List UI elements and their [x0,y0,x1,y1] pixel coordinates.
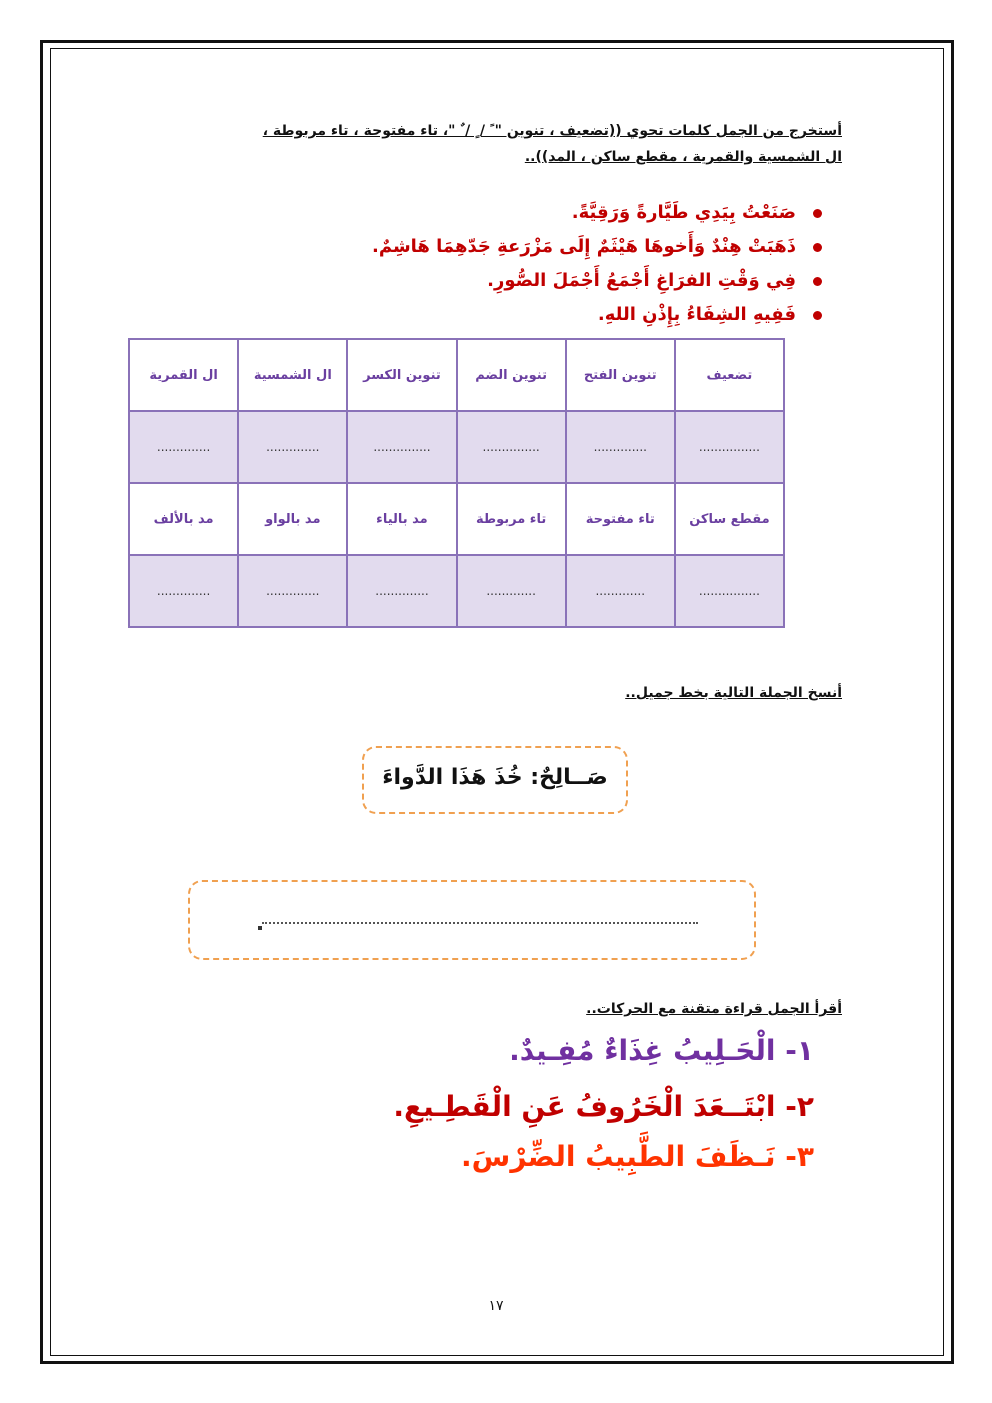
answer-cell[interactable]: .............. [129,411,238,483]
answer-cell[interactable]: ............. [457,555,566,627]
header-cell-tanween-fath: تنوين الفتح [566,339,675,411]
header-cell-tanween-damm: تنوين الضم [457,339,566,411]
line-start-dot [258,926,262,930]
page-number: ١٧ [488,1298,504,1314]
extract-instruction-line1: أستخرج من الجمل كلمات تحوي ((تضعيف ، تنوين " ً / ٍ / ٌ "، تاء مفتوحة ، تاء مربوطة ، [262,123,842,139]
sentence-item: ذَهَبَتْ هِنْدٌ وَأَخوهَا هَيْثَمٌ إِلَى مَزْرَعةِ جَدّهِمَا هَاشِمٌ. [222,230,822,264]
header-cell-madd-waw: مد بالواو [238,483,347,555]
read-instruction: أقرأ الجمل قراءة متقنة مع الحركات.. [586,1001,842,1017]
header-cell-al-shamsiya: ال الشمسية [238,339,347,411]
sentence-list [222,196,822,332]
sample-sentence-box [362,746,628,814]
header-cell-madd-alif: مد بالألف [129,483,238,555]
answer-cell[interactable]: ................ [675,555,784,627]
read-sentence-2: ٢- ابْتَــعَدَ الْخَرُوفُ عَنِ الْقَطِـيعِ. [393,1090,814,1123]
answer-cell[interactable]: .............. [238,411,347,483]
header-cell-tanween-kasr: تنوين الكسر [347,339,456,411]
bullet-icon [813,209,822,218]
bullet-icon [813,243,822,252]
header-cell-maqta-sakin: مقطع ساكن [675,483,784,555]
answer-cell[interactable]: ............... [457,411,566,483]
bullet-icon [813,311,822,320]
answer-cell[interactable]: .............. [129,555,238,627]
sentence-item: فِي وَقْتِ الفرَاغِ أَجْمَعُ أَجْمَلَ الصُّورِ. [222,264,822,298]
table-answer-row [129,411,784,483]
header-cell-taa-marbouta: تاء مربوطة [457,483,566,555]
table-header-row [129,483,784,555]
answer-cell[interactable]: ............. [566,555,675,627]
answer-cell[interactable]: .............. [238,555,347,627]
copy-instruction: أنسخ الجملة التالية بخط جميل.. [625,685,842,701]
sentence-item: فَفِيهِ الشِفَاءُ بِإِذْنِ اللهِ. [222,298,822,332]
header-cell-tashdeed: تضعيف [675,339,784,411]
header-cell-al-qamariya: ال القمرية [129,339,238,411]
read-sentence-3: ٣- نَـظَفَ الطَّبِيبُ الضِّرْسَ. [461,1140,814,1173]
extract-instruction [142,118,842,170]
answer-cell[interactable]: .............. [566,411,675,483]
answer-cell[interactable]: ................ [675,411,784,483]
classification-table [128,338,785,628]
bullet-icon [813,277,822,286]
sample-sentence: صَــالِحٌ: خُذَ هَذَا الدَّواءَ [382,765,608,790]
table-answer-row [129,555,784,627]
handwriting-box[interactable] [188,880,756,960]
answer-cell[interactable]: ............... [347,411,456,483]
header-cell-madd-yaa: مد بالياء [347,483,456,555]
answer-cell[interactable]: .............. [347,555,456,627]
table-header-row [129,339,784,411]
extract-instruction-line2: ال الشمسية والقمرية ، مقطع ساكن ، المد)).. [524,149,842,165]
header-cell-taa-maftouha: تاء مفتوحة [566,483,675,555]
writing-line[interactable] [262,922,698,924]
sentence-item: صَنَعْتُ بِيَدِي طَيَّارةً وَرَقِيَّةً. [222,196,822,230]
read-sentence-1: ١- الْحَـلِيبُ غِذَاءٌ مُفِـيدٌ. [509,1034,814,1067]
